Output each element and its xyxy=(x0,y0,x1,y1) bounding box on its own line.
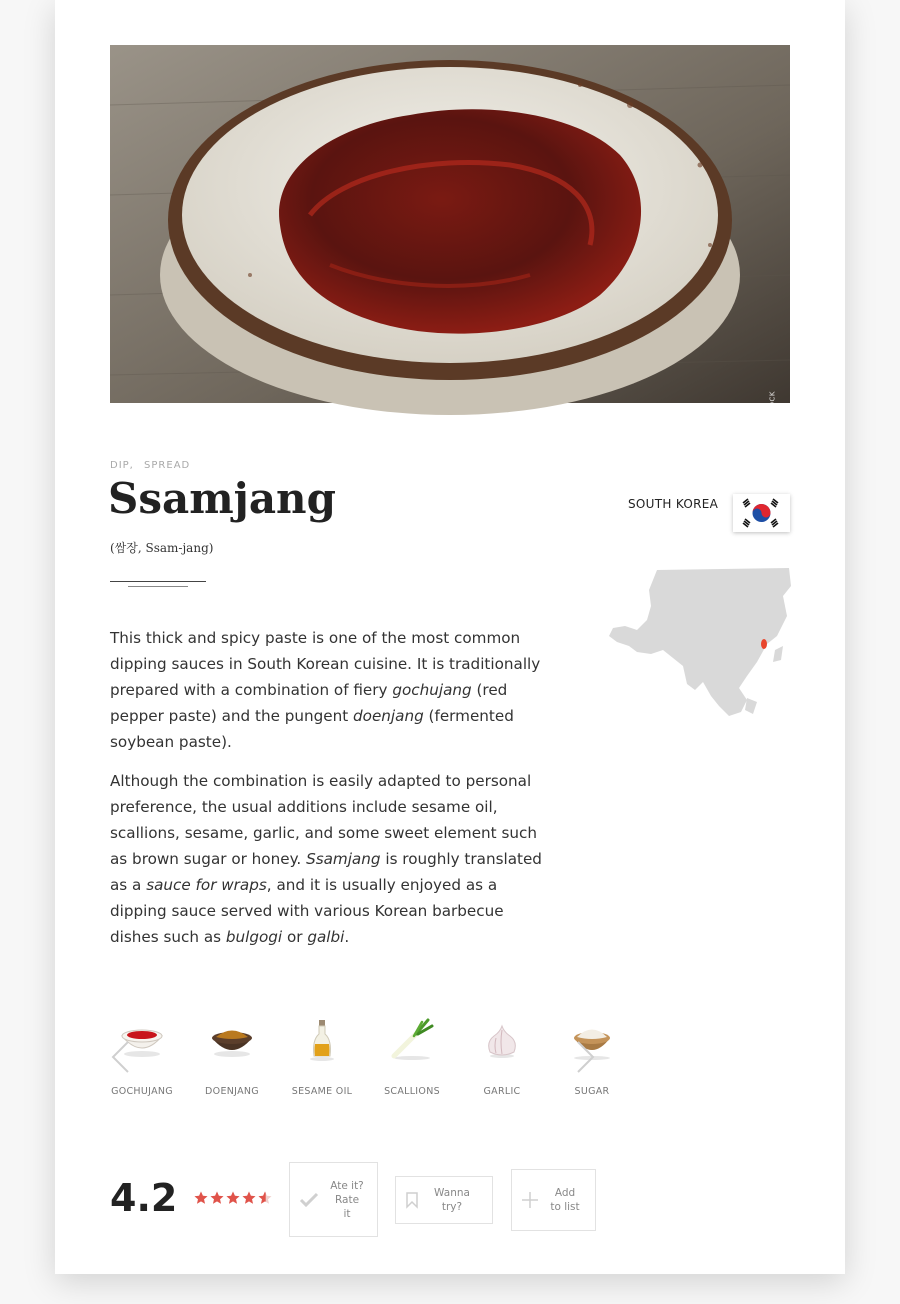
wanna-try-button[interactable] xyxy=(395,1176,493,1224)
description-emphasis: sauce for wraps xyxy=(146,876,267,894)
add-to-list-button[interactable] xyxy=(511,1169,596,1231)
country-name[interactable]: SOUTH KOREA xyxy=(628,497,719,511)
ingredient-label: SUGAR xyxy=(574,1086,610,1097)
ssamjang-bowl-photo xyxy=(110,45,790,403)
ingredients-carousel xyxy=(110,1010,610,1110)
title-divider-secondary xyxy=(128,586,188,587)
dish-title: Ssamjang xyxy=(108,474,336,523)
rating-value: 4.2 xyxy=(110,1176,178,1220)
description-emphasis: bulgogi xyxy=(225,928,283,946)
sesame-oil-bottle-icon xyxy=(290,1010,354,1070)
ingredient-label: GOCHUJANG xyxy=(111,1086,173,1097)
ingredient-label: SESAME OIL xyxy=(291,1086,353,1097)
star-icon xyxy=(258,1191,272,1205)
category-tag-dip[interactable]: DIP, xyxy=(110,460,134,471)
ingredient-sesame-oil[interactable] xyxy=(290,1010,354,1097)
carousel-prev-button[interactable] xyxy=(110,1040,130,1078)
description-text: (red pepper paste) and the pungent xyxy=(110,681,508,725)
star-icon xyxy=(242,1191,256,1205)
bookmark-icon xyxy=(406,1192,418,1208)
dish-subtitle: (쌈장, Ssam-jang) xyxy=(110,541,214,555)
ingredient-garlic[interactable] xyxy=(470,1010,534,1097)
carousel-next-button[interactable] xyxy=(576,1040,596,1078)
star-icon xyxy=(194,1191,208,1205)
description-paragraph-2 xyxy=(110,768,550,950)
ingredient-doenjang[interactable] xyxy=(200,1010,264,1097)
ate-it-rate-it-button[interactable] xyxy=(289,1162,378,1237)
add-to-list-label: Add to list xyxy=(550,1187,580,1213)
ingredient-scallions[interactable] xyxy=(380,1010,444,1097)
description-text: is roughly translated as a xyxy=(110,850,542,894)
ate-it-label: Ate it? Rate it xyxy=(330,1179,364,1220)
chevron-left-icon xyxy=(110,1040,130,1074)
star-icon xyxy=(210,1191,224,1205)
rating-stars xyxy=(194,1191,272,1205)
ingredient-label: GARLIC xyxy=(483,1086,521,1097)
ingredient-label: SCALLIONS xyxy=(384,1086,440,1097)
south-korea-flag-icon[interactable] xyxy=(733,494,790,532)
hero-image xyxy=(110,45,790,454)
description-text: or xyxy=(282,928,308,946)
category-tag-spread[interactable]: SPREAD xyxy=(144,460,191,471)
description-text: , and it is usually enjoyed as a dipping sauce served with various Korean barbecue dishes such as xyxy=(110,876,504,946)
wanna-try-label: Wanna try? xyxy=(434,1187,470,1213)
description-text: Although the combination is easily adapted to personal preference, the usual additions include sesame oil, scallions, sesame, garlic, and some sweet element such as brown sugar or honey. xyxy=(110,772,537,868)
chevron-right-icon xyxy=(576,1040,596,1074)
doenjang-bowl-icon xyxy=(200,1010,264,1070)
ingredient-label: DOENJANG xyxy=(205,1086,259,1097)
description-text: (fermented soybean paste). xyxy=(110,707,514,751)
title-divider xyxy=(110,581,206,582)
description-text: . xyxy=(344,928,350,946)
star-icon xyxy=(226,1191,240,1205)
check-icon xyxy=(300,1193,318,1207)
description-emphasis: gochujang xyxy=(392,681,472,699)
south-korea-map-highlight xyxy=(761,639,767,649)
dish-card xyxy=(55,0,845,1274)
category-tags xyxy=(110,460,196,471)
garlic-icon xyxy=(470,1010,534,1070)
dish-description xyxy=(110,625,550,963)
scallion-icon xyxy=(380,1010,444,1070)
description-paragraph-1 xyxy=(110,625,550,755)
description-emphasis: Ssamjang xyxy=(306,850,381,868)
description-text: This thick and spicy paste is one of the most common dipping sauces in South Korean cuisine. It is traditionally prepared with a combination of fiery xyxy=(110,629,541,699)
description-emphasis: galbi xyxy=(307,928,345,946)
photo-credit: SHUTTERSTOCK xyxy=(768,391,776,454)
asia-map-icon[interactable] xyxy=(607,566,791,724)
plus-icon xyxy=(522,1192,538,1208)
description-emphasis: doenjang xyxy=(353,707,424,725)
